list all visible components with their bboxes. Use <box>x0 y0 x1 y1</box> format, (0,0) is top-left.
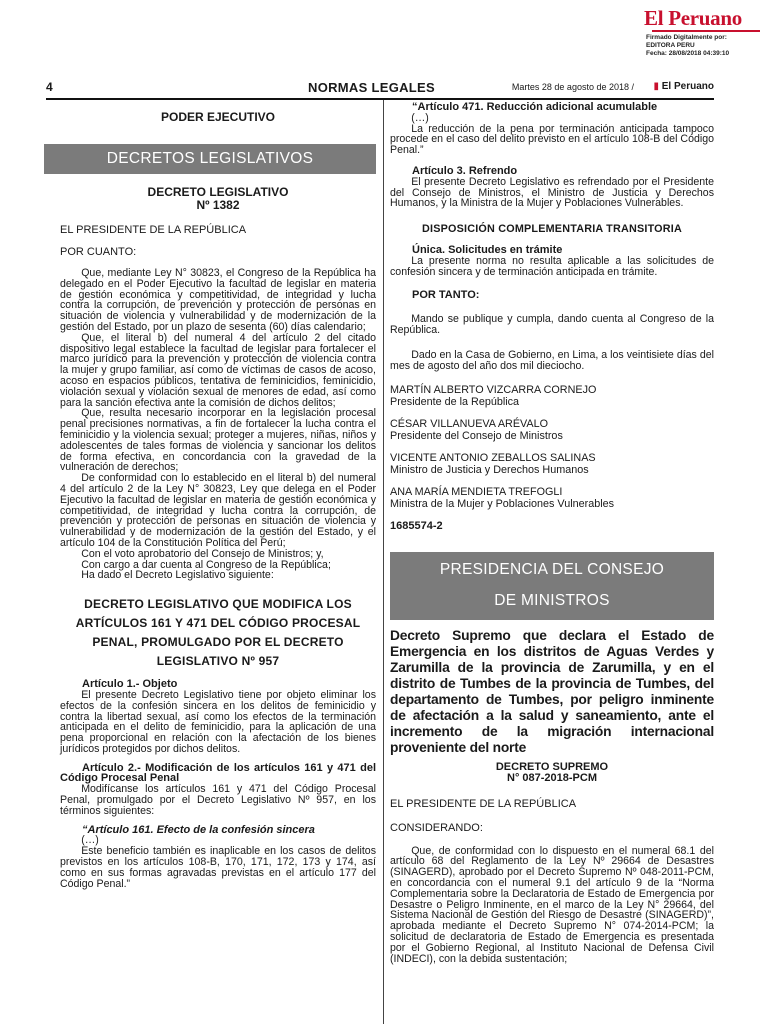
ds-code-line: DECRETO SUPREMO <box>495 760 609 773</box>
signatory-role: Presidente de la República <box>390 395 520 408</box>
pcm-banner-line: DE MINISTROS <box>494 591 610 609</box>
signatory <box>390 384 714 408</box>
article-title: Artículo 2.- Modificación de los artículos 161 y 471 del Código Procesal Penal <box>60 761 376 785</box>
signature-line: Fecha: 28/08/2018 04:39:10 <box>646 50 730 57</box>
signatory-role: Ministra de la Mujer y Poblaciones Vulnerables <box>390 497 615 510</box>
running-head <box>46 80 714 96</box>
article-3 <box>390 166 714 209</box>
mando-text: Mando se publique y cumpla, dando cuenta al Congreso de la República. <box>390 313 714 337</box>
decretos-legislativos-banner: DECRETOS LEGISLATIVOS <box>44 144 376 174</box>
left-column <box>60 100 376 889</box>
brand-name: El Peruano <box>661 81 714 92</box>
article-title: Única. Solicitudes en trámite <box>412 244 563 257</box>
signature-line: Firmado Digitalmente por: <box>646 34 727 41</box>
article-471 <box>390 102 714 156</box>
column-divider <box>383 100 384 1024</box>
considerando-paragraph: Que, mediante Ley N° 30823, el Congreso de la República ha delegado en el Poder Ejecutivo la facultad de legislar en materia de gestión económica y competitividad, de integridad y lucha contra la corrupción, de prevención y protección de personas en situación de violencia y vulnerabilidad y de modernización de la gestión del Estado, por un plazo de sesenta (60) días calendario; <box>60 267 376 333</box>
signatory-name: MARTÍN ALBERTO VIZCARRA CORNEJO <box>390 383 597 396</box>
article-title: “Artículo 471. Reducción adicional acumulable <box>412 101 658 113</box>
article-text: La presente norma no resulta aplicable a las solicitudes de confesión sincera y de terminación anticipada en trámite. <box>390 254 714 278</box>
considerando: CONSIDERANDO: <box>390 821 483 834</box>
considerando-paragraph: De conformidad con lo establecido en el literal b) del numeral 4 del artículo 2 de la Ley N° 30823, Ley que delega en el Poder Ejecutivo la facultad de legislar en materia de gestión económica y competitividad, de integridad y lucha contra la corrupción, de prevención y protección de personas en situación de violencia y vulnerabilidad y de modernización de la gestión del Estado, y el artículo 104 de la Constitución Política del Perú; <box>60 472 376 549</box>
signatory-name: VICENTE ANTONIO ZEBALLOS SALINAS <box>390 451 596 464</box>
considerando-paragraph: Con cargo a dar cuenta al Congreso de la República; <box>81 558 331 571</box>
considerando-paragraph: Que, de conformidad con lo dispuesto en el numeral 68.1 del artículo 68 del Reglamento de la Ley Nº 29664 de Desastres (SINAGERD), aprobado por el Decreto Supremo Nº 048-2011-PCM, en concordancia con el numeral 9.1 del artículo 9 de la “Norma Complementaria sobre la Declaratoria de Estado de Emergencia por Desastre o Peligro Inminente, en el marco de la Ley N° 29664, del Sistema Nacional de Gestión del Riesgo de Desastre (SINAGERD)”, aprobada mediante el Decreto Supremo N° 074-2014-PCM; la solicitud de declaratoria de Estado de Emergencia es presentada por el Gobierno Regional, al Instituto Nacional de Defensa Civil (INDECI), con la debida sustentación; <box>390 844 714 965</box>
article-text: El presente Decreto Legislativo es refrendado por el Presidente del Consejo de Ministros, el Ministro de Justicia y Derechos Humanos, y la Ministra de la Mujer y Poblaciones Vulnerables. <box>390 175 714 210</box>
article-161 <box>60 825 376 890</box>
brand-mark: ▮ El Peruano <box>653 81 714 92</box>
signatory-role: Presidente del Consejo de Ministros <box>390 429 563 442</box>
considerando-paragraph: Con el voto aprobatorio del Consejo de Ministros; y, <box>81 547 324 560</box>
disposicion-heading: DISPOSICIÓN COMPLEMENTARIA TRANSITORIA <box>422 223 682 236</box>
ds-number: N° 087-2018-PCM <box>507 771 597 784</box>
article-text: Este beneficio también es inaplicable en los casos de delitos previstos en los artículos 108-B, 170, 171, 172, 173 y 174, así como en sus formas agravadas previstas en el artículo 177 del Código Penal.” <box>60 845 376 890</box>
signatory <box>390 486 714 510</box>
page-number: 4 <box>46 80 53 94</box>
article-2 <box>60 763 376 817</box>
considerando-paragraph: Que, el literal b) del numeral 4 del artículo 2 del citado dispositivo legal establece la facultad de legislar para fortalecer el marco jurídico para la prevención y protección de violencia contra la mujer y grupo familiar, así como de víctimas de casos de acoso, acoso en espacios públicos, tentativa de feminicidios, feminicidio, violación sexual y violación sexual de menores de edad, así como para la sanción efectiva ante la comisión de dichos delitos; <box>60 331 376 409</box>
issue-date: Martes 28 de agosto de 2018 / <box>511 82 634 92</box>
considerando-paragraph: Ha dado el Decreto Legislativo siguiente: <box>81 569 274 582</box>
el-peruano-logo: El Peruano <box>644 6 742 30</box>
article-1 <box>60 679 376 755</box>
por-tanto-block <box>390 290 714 372</box>
pcm-banner <box>390 552 714 620</box>
right-column <box>390 100 714 964</box>
article-text: Modifícanse los artículos 161 y 471 del Código Procesal Penal, promulgado por el Decreto Legislativo Nº 957, en los términos siguientes: <box>60 783 376 817</box>
article-title: Artículo 1.- Objeto <box>82 678 178 691</box>
signatory <box>390 452 714 476</box>
logo-underline <box>652 30 760 32</box>
digital-signature <box>646 34 766 58</box>
pcm-banner-line: PRESIDENCIA DEL CONSEJO <box>439 560 665 578</box>
signatory-name: ANA MARÍA MENDIETA TREFOGLI <box>390 485 563 498</box>
decree-number: Nº 1382 <box>196 198 240 212</box>
article-title: “Artículo 161. Efecto de la confesión sincera <box>82 823 315 836</box>
article-title: Artículo 3. Refrendo <box>412 164 518 177</box>
signatories <box>390 384 714 510</box>
signature-line: EDITORA PERU <box>646 42 695 49</box>
section-title: NORMAS LEGALES <box>308 80 435 95</box>
decree-title <box>60 186 376 212</box>
considerandos <box>60 268 376 581</box>
poder-ejecutivo-heading: PODER EJECUTIVO <box>160 110 276 124</box>
signatory <box>390 418 714 442</box>
article-text: El presente Decreto Legislativo tiene por objeto eliminar los efectos de la confesión sincera en los delitos de feminicidio y contra la libertad sexual, así como los efectos de la terminación anticipada en el delito de feminicidio, para la aplicación de una pena proporcional en relación con la afectación de los bienes jurídicos protegidos por dichos delitos. <box>60 688 376 755</box>
decree-title-line: DECRETO LEGISLATIVO <box>147 185 289 199</box>
presidente-line: EL PRESIDENTE DE LA REPÚBLICA <box>60 224 247 236</box>
ellipsis: (…) <box>411 111 429 124</box>
decreto-supremo-code <box>390 762 714 784</box>
ds-considerando <box>390 846 714 965</box>
dado-text: Dado en la Casa de Gobierno, en Lima, a los veintisiete días del mes de agosto del año dos mil dieciocho. <box>390 348 714 372</box>
decree-heading: DECRETO LEGISLATIVO QUE MODIFICA LOS ARTÍCULOS 161 Y 471 DEL CÓDIGO PROCESAL PENAL, PROMULGADO POR EL DECRETO LEGISLATIVO Nº 957 <box>75 597 361 669</box>
decreto-supremo-heading: Decreto Supremo que declara el Estado de Emergencia en los distritos de Aguas Verdes y Zarumilla de la provincia de Zarumilla, y en el distrito de Tumbes de la provincia de Tumbes, del departamento de Tumbes, por peligro inminente de afectación a la salud y saneamiento, ante el incremento de la migración internacional proveniente del norte <box>390 627 714 755</box>
considerando-paragraph: Que, resulta necesario incorporar en la legislación procesal penal precisiones normativas, a fin de fortalecer la lucha contra el feminicidio y la violencia sexual; proteger a mujeres, niñas, niños y adolescentes de tales formas de violencia y sancionar los delitos de forma efectiva, en concordancia con la gravedad de la vulneración de derechos; <box>60 407 376 474</box>
unica <box>390 245 714 277</box>
presidente-line: EL PRESIDENTE DE LA REPÚBLICA <box>390 797 577 810</box>
signatory-role: Ministro de Justicia y Derechos Humanos <box>390 463 589 476</box>
publication-code: 1685574-2 <box>390 519 443 532</box>
por-cuanto: POR CUANTO: <box>60 246 137 258</box>
article-text: La reducción de la pena por terminación anticipada tampoco procede en el caso del delito previsto en el artículo 108-B del Código Penal.” <box>390 122 714 157</box>
signatory-name: CÉSAR VILLANUEVA ARÉVALO <box>390 417 549 430</box>
ellipsis: (…) <box>81 834 99 847</box>
por-tanto: POR TANTO: <box>412 288 480 301</box>
